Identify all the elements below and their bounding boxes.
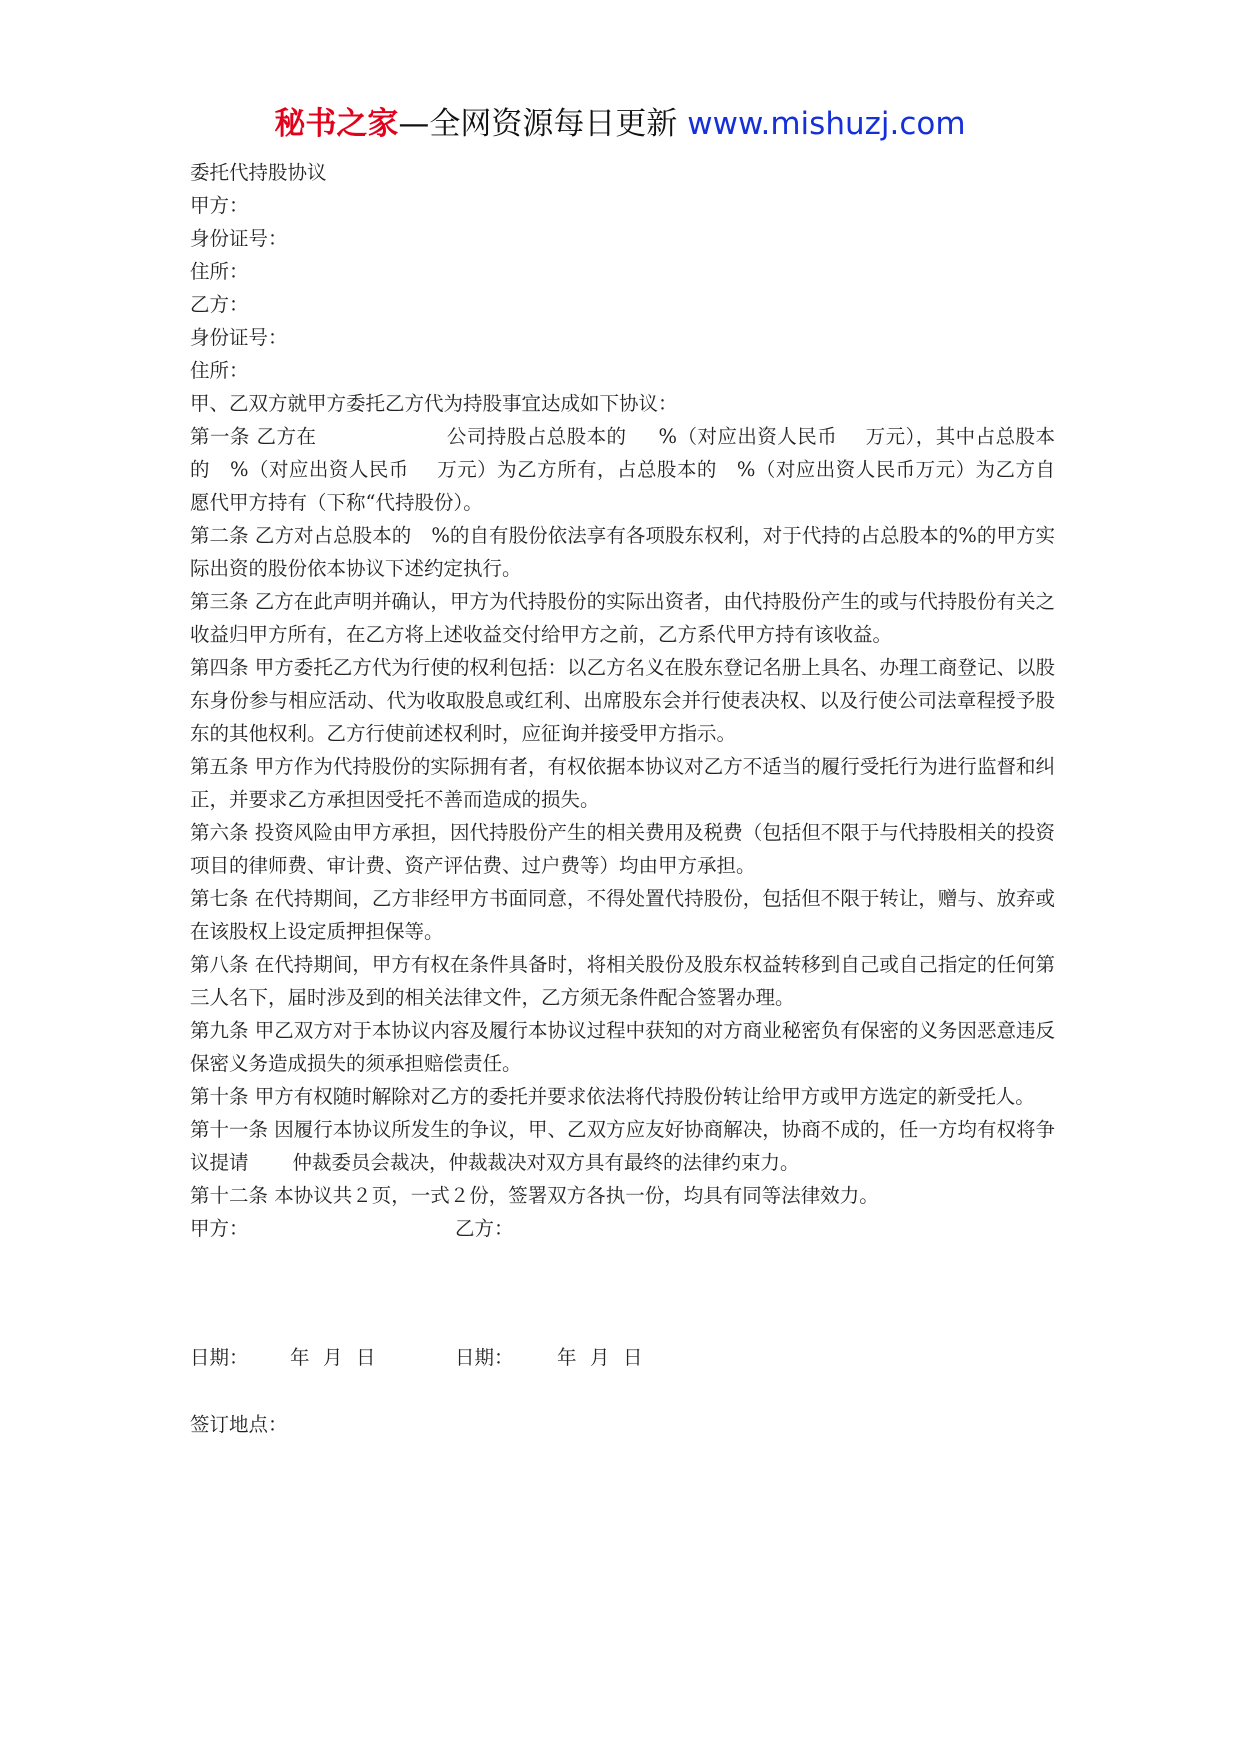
article-10: 第十条 甲方有权随时解除对乙方的委托并要求依法将代持股份转让给甲方或甲方选定的新受托人。	[190, 1085, 1035, 1108]
article-1-part-3: %（对应出资人民币	[658, 425, 838, 448]
agreement-intro: 甲、乙双方就甲方委托乙方代为持股事宜达成如下协议：	[190, 392, 678, 415]
date-row	[190, 1341, 1055, 1374]
party-b-label: 乙方：	[190, 293, 249, 316]
article-8: 第八条 在代持期间，甲方有权在条件具备时，将相关股份及股东权益转移到自己或自己指定的任何第三人名下，届时涉及到的相关法律文件，乙方须无条件配合签署办理。	[190, 953, 1055, 1009]
article-1-part-5: %（对应出资人民币	[229, 458, 409, 481]
article-5: 第五条 甲方作为代持股份的实际拥有者，有权依据本协议对乙方不适当的履行受托行为进行监督和纠正，并要求乙方承担因受托不善而造成的损失。	[190, 755, 1055, 811]
party-a-label: 甲方：	[190, 194, 249, 217]
article-1-part-7: %（对应出资人民币	[736, 458, 916, 481]
article-1	[190, 420, 1055, 519]
site-banner	[0, 102, 1240, 146]
date-day-a: 日	[356, 1346, 376, 1369]
article-4: 第四条 甲方委托乙方代为行使的权利包括：以乙方名义在股东登记名册上具名、办理工商登记、以股东身份参与相应活动、代为收取股息或红利、出席股东会并行使表决权、以及行使公司法章程授予股东的其他权利。乙方行使前述权利时，应征询并接受甲方指示。	[190, 656, 1055, 745]
date-day-b: 日	[623, 1346, 643, 1369]
article-7: 第七条 在代持期间，乙方非经甲方书面同意，不得处置代持股份，包括但不限于转让，赠与、放弃或在该股权上设定质押担保等。	[190, 887, 1055, 943]
article-11	[190, 1113, 1055, 1179]
article-3: 第三条 乙方在此声明并确认，甲方为代持股份的实际出资者，由代持股份产生的或与代持股份有关之收益归甲方所有，在乙方将上述收益交付给甲方之前，乙方系代甲方持有该收益。	[190, 590, 1055, 646]
article-2-part-2: %的自有股份依法享有各项股东权利，对于代持的占总股本的%的甲方实际出资的股份依本协议下述约定执行。	[190, 524, 1055, 580]
article-12: 第十二条 本协议共２页，一式２份，签署双方各执一份，均具有同等法律效力。	[190, 1184, 879, 1207]
article-1-part-4: 万元），其中占总股本的	[190, 425, 1055, 481]
date-month-a: 月	[323, 1346, 343, 1369]
article-9: 第九条 甲乙双方对于本协议内容及履行本协议过程中获知的对方商业秘密负有保密的义务因恶意违反保密义务造成损失的须承担赔偿责任。	[190, 1019, 1055, 1075]
document-title: 委托代持股协议	[190, 161, 327, 184]
article-1-part-1: 第一条 乙方在	[190, 425, 317, 448]
party-b-id-label: 身份证号：	[190, 326, 288, 349]
signing-place-label: 签订地点：	[190, 1413, 288, 1436]
site-brand: 秘书之家	[274, 106, 399, 142]
site-url-link[interactable]: www.mishuzj.com	[687, 106, 966, 142]
article-1-part-8: 万元）为乙方自愿代甲方持有（下称“代持股份）。	[190, 458, 1055, 514]
article-11-part-1: 第十一条 因履行本协议所发生的争议，甲、乙双方应友好协商解决，协商不成的，任一方均有权将争议提请	[190, 1118, 1055, 1174]
signature-party-a: 甲方：	[190, 1217, 249, 1240]
party-a-address-label: 住所：	[190, 260, 249, 283]
date-label-a: 日期：	[190, 1346, 249, 1369]
article-2-part-1: 第二条 乙方对占总股本的	[190, 524, 412, 547]
signature-party-b: 乙方：	[455, 1217, 514, 1240]
article-2	[190, 519, 1055, 585]
agreement-body	[190, 156, 1055, 1441]
signature-row	[190, 1212, 1055, 1245]
article-1-part-6: 万元）为乙方所有，占总股本的	[436, 458, 717, 481]
party-a-id-label: 身份证号：	[190, 227, 288, 250]
date-month-b: 月	[590, 1346, 610, 1369]
article-6: 第六条 投资风险由甲方承担，因代持股份产生的相关费用及税费（包括但不限于与代持股相关的投资项目的律师费、审计费、资产评估费、过户费等）均由甲方承担。	[190, 821, 1055, 877]
site-tagline: —全网资源每日更新	[398, 106, 678, 142]
party-b-address-label: 住所：	[190, 359, 249, 382]
date-label-b: 日期：	[455, 1346, 514, 1369]
article-11-part-2: 仲裁委员会裁决，仲裁裁决对双方具有最终的法律约束力。	[292, 1151, 800, 1174]
date-year-a: 年	[290, 1346, 310, 1369]
article-1-part-2: 公司持股占总股本的	[446, 425, 627, 448]
date-year-b: 年	[557, 1346, 577, 1369]
